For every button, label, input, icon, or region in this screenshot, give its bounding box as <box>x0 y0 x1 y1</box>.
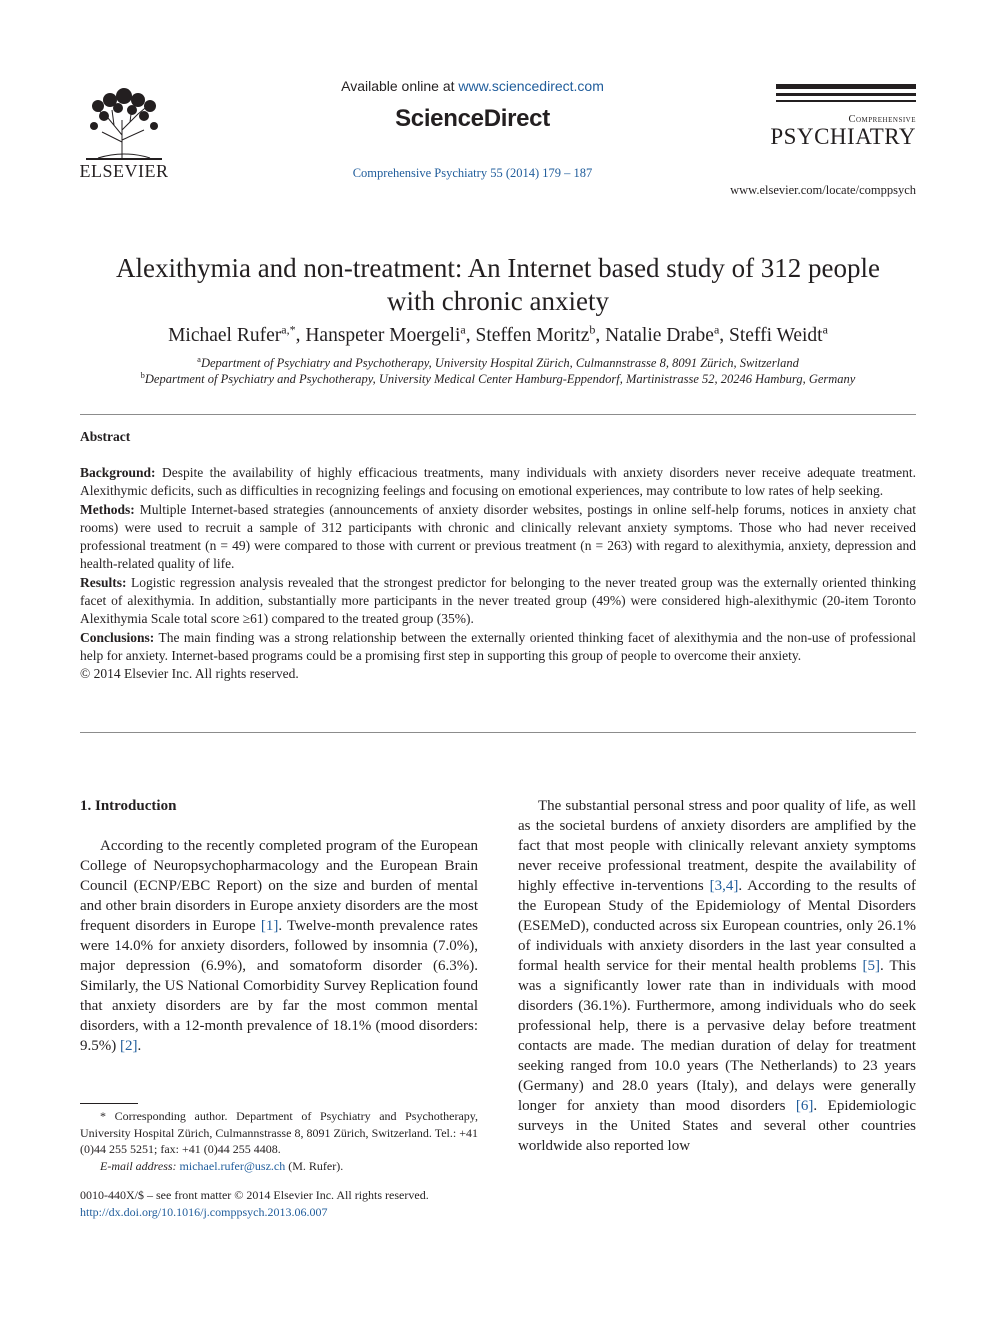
footnote-divider <box>80 1103 138 1104</box>
abstract-conclusions: Conclusions: The main finding was a strong relationship between the externally oriented thinking facet of alexithymia and the non-use of professional help for anxiety. Internet-based programs could be a promising first step in supporting this group of people to overcome their anxiety. <box>80 629 916 663</box>
author-list: Michael Rufer$^{a,*}$, Hanspeter Moergeli$^a$, Steffen Moritz$^b$, Natalie Drabe$^a$, Steffi Weidt$^a$ <box>168 322 828 346</box>
sciencedirect-link[interactable]: www.sciencedirect.com <box>458 78 604 94</box>
divider <box>80 414 916 415</box>
paragraph: The substantial personal stress and poor quality of life, as well as the societal burdens of anxiety disorders are amplified by the fact that most people with clinically relevant anxiety symptoms never receive professional treatment, despite the availability of highly effective in-terventions [3,4]. According to the results of the European Study of the Epidemiology of Mental Disorders (ESEMeD), conducted across six European countries, only 26.1% of individuals with anxiety disorders in the last year consulted a formal health service for their mental health problems [5]. This was a significantly lower rate than in individuals with mood disorders (36.1%). Furthermore, among individuals who do seek professional help, there is a pervasive delay before treatment contacts are made. The median duration of delay for treatment seeking ranged from 10.0 years (The Netherlands) to 23 years (Germany) and 28.0 years (Italy), and delays were generally longer for anxiety than mood disorders [6]. Epidemiologic surveys in the United States and several other countries worldwide also reported low <box>518 798 916 1154</box>
abstract-methods: Methods: Multiple Internet-based strategies (announcements of anxiety disorder websites, postings in online self-help forums, notices in anxiety chat rooms) were used to recruit a sample of 312 participants with chronic and clinically relevant anxiety symptoms. Those who had never received professional treatment (n = 49) were compared to those with current or previous treatment (n = 263) with regard to alexithymia, anxiety, depression and health-related quality of life. <box>80 501 916 572</box>
sciencedirect-logo: ScienceDirect <box>395 105 550 132</box>
journal-logo-line1: Comprehensive <box>848 114 916 125</box>
affiliation-a: $^a$Department of Psychiatry and Psychotherapy, University Hospital Zürich, Culmannstrasse 8, 8091 Zürich, Switzerland <box>197 354 799 371</box>
divider <box>80 732 916 733</box>
issn-block: 0010-440X/$ – see front matter © 2014 Elsevier Inc. All rights reserved. http://dx.doi.org/10.1016/j.comppsych.2013.06.007 <box>80 1187 500 1221</box>
page-header <box>0 0 990 205</box>
section-heading: 1. Introduction <box>80 798 177 814</box>
left-column <box>80 796 478 1056</box>
abstract-heading: Abstract <box>80 429 131 444</box>
abstract-body <box>80 464 916 684</box>
email-link[interactable]: michael.rufer@usz.ch <box>179 1158 286 1173</box>
corresponding-author-footnote: * Corresponding author. Department of Psychiatry and Psychotherapy, University Hospital Zürich, Culmannstrasse 8, 8091 Zürich, Switzerland. Tel.: +41 (0)44 255 5251; fax: +41 (0)44 255 4408. E-mail address: michael.rufer@usz.ch (M. Rufer). <box>80 1109 478 1173</box>
abstract-background: Background: Despite the availability of highly efficacious treatments, many individuals with anxiety disorders never receive adequate treatment. Alexithymic deficits, such as difficulties in recognizing feelings and focusing on emotional experiences, may contribute to low rates of help seeking. <box>80 465 916 499</box>
article-title: Alexithymia and non-treatment: An Internet based study of 312 people with chronic anxiety <box>115 253 881 316</box>
paragraph: According to the recently completed program of the European College of Neuropsychopharmacology and the European Brain Council (ECNP/EBC Report) on the size and burden of mental and other brain disorders in Europe anxiety disorders are the most frequent disorders in Europe [1]. Twelve-month prevalence rates were 14.0% for anxiety disorders, followed by insomnia (7.0%), major depression (6.9%), and somatoform disorder (6.3%). Similarly, the US National Comorbidity Survey Replication found that anxiety disorders are by far the most common mental disorders, with a 12-month prevalence of 18.1% (mood disorders: 9.5%) [2]. <box>80 838 478 1054</box>
citation-link[interactable]: [2] <box>120 1038 138 1054</box>
abstract-copyright: © 2014 Elsevier Inc. All rights reserved. <box>80 666 299 682</box>
citation-link[interactable]: [1] <box>260 918 279 934</box>
author[interactable]: Steffi Weidt$^a$ <box>729 322 828 346</box>
elsevier-wordmark: ELSEVIER <box>79 161 169 181</box>
available-online: Available online at www.sciencedirect.com <box>341 78 604 94</box>
journal-url[interactable]: www.elsevier.com/locate/comppsych <box>730 183 916 197</box>
citation-link[interactable]: [5] <box>862 958 880 974</box>
author[interactable]: Steffen Moritz$^b$ <box>475 322 596 346</box>
journal-citation-link[interactable]: Comprehensive Psychiatry 55 (2014) 179 – 187 <box>352 166 593 180</box>
citation-link[interactable]: [3,4] <box>709 878 739 894</box>
abstract-results: Results: Logistic regression analysis revealed that the strongest predictor for belonging to the never treated group was the externally oriented thinking facet of alexithymia. In addition, substantially more participants in the never treated group (49%) were considered high-alexithymic (20-item Toronto Alexithymia Scale total score ≥61) compared to the treated group (35%). <box>80 574 916 627</box>
affiliation-b: $^b$Department of Psychiatry and Psychotherapy, University Medical Center Hamburg-Eppendorf, Martinistrasse 52, 20246 Hamburg, Germany <box>140 370 856 387</box>
doi-link[interactable]: http://dx.doi.org/10.1016/j.comppsych.2013.06.007 <box>80 1205 328 1219</box>
author[interactable]: Hanspeter Moergeli$^a$ <box>305 322 466 346</box>
citation-link[interactable]: [6] <box>795 1098 814 1114</box>
right-column <box>518 796 916 1156</box>
author[interactable]: Michael Rufer$^{a,*}$ <box>168 322 296 346</box>
author[interactable]: Natalie Drabe$^a$ <box>605 322 720 346</box>
journal-logo-line2: PSYCHIATRY <box>770 124 916 149</box>
journal-logo-bars <box>776 84 916 106</box>
